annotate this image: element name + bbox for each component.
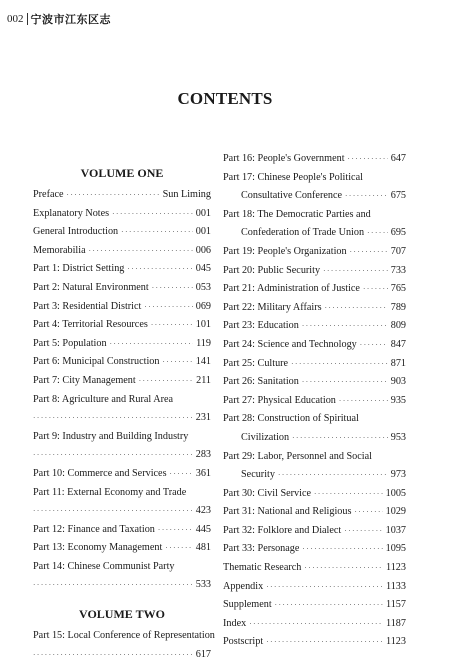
toc-entry — [223, 540, 406, 559]
toc-entry — [33, 521, 211, 540]
toc-entry — [33, 502, 211, 521]
toc-entry-page: 533 — [195, 579, 211, 591]
dot-leader — [304, 559, 383, 578]
toc-entry — [33, 391, 211, 410]
toc-entry-page: 001 — [195, 207, 211, 219]
toc-entry-title: Part 20: Public Security — [223, 264, 321, 276]
toc-entry — [223, 169, 406, 188]
toc-entry-title: Part 3: Residential District — [33, 300, 142, 312]
toc-entry-page: 1187 — [386, 617, 406, 629]
toc-entry-page: 423 — [195, 505, 211, 517]
toc-entry-title: Part 26: Sanitation — [223, 376, 299, 388]
toc-entry-title: Part 27: Physical Education — [223, 394, 336, 406]
toc-entry — [33, 335, 211, 354]
toc-entry-title: Part 23: Education — [223, 320, 299, 332]
dot-leader — [110, 335, 194, 354]
toc-entry — [223, 373, 406, 392]
toc-entry — [223, 410, 406, 429]
toc-entry — [33, 298, 211, 317]
toc-entry-title: Part 24: Science and Technology — [223, 338, 357, 350]
toc-entry — [223, 187, 406, 206]
toc-entry — [33, 372, 211, 391]
header-divider — [27, 13, 28, 25]
toc-entry-page: 1123 — [386, 636, 406, 648]
toc-entry-title: Part 1: District Setting — [33, 263, 125, 275]
dot-leader — [139, 372, 193, 391]
toc-entry-title: Part 17: Chinese People's Political — [223, 171, 363, 183]
toc-entry-title: Part 31: National and Religious — [223, 506, 352, 518]
toc-entry-title: Supplement — [223, 599, 272, 611]
dot-leader — [350, 243, 388, 262]
dot-leader — [278, 466, 388, 485]
toc-entry-title: Memorabilia — [33, 244, 86, 256]
toc-entry-page: 001 — [195, 226, 211, 238]
toc-entry-title: Part 2: Natural Environment — [33, 281, 149, 293]
toc-entry — [223, 150, 406, 169]
toc-entry-page: 211 — [196, 374, 211, 386]
toc-entry-title: Civilization — [241, 431, 290, 443]
toc-entry-page: 675 — [390, 190, 406, 202]
running-header — [7, 10, 111, 28]
toc-entry-page: 361 — [195, 467, 211, 479]
toc-entry-title: Part 18: The Democratic Parties and — [223, 208, 371, 220]
dot-leader — [127, 260, 192, 279]
toc-entry-page: 006 — [195, 244, 211, 256]
toc-entry-title: Part 4: Territorial Resources — [33, 319, 148, 331]
page-number: 002 — [7, 13, 24, 25]
toc-entry-title: Part 12: Finance and Taxation — [33, 523, 155, 535]
toc-entry-title: Part 25: Culture — [223, 357, 289, 369]
toc-entry — [33, 576, 211, 595]
toc-entry-title: Part 29: Labor, Personnel and Social — [223, 450, 372, 462]
toc-entry-title: Part 10: Commerce and Services — [33, 467, 167, 479]
toc-entry-page: 119 — [196, 337, 211, 349]
toc-entry-page: 789 — [390, 301, 406, 313]
toc-entry — [223, 503, 406, 522]
toc-entry-page: 647 — [390, 153, 406, 164]
toc-entry-title: Postscript — [223, 636, 264, 648]
toc-entry-title: Part 30: Civil Service — [223, 487, 311, 499]
toc-entry-page: 1095 — [385, 543, 406, 555]
toc-entry-page: 695 — [390, 227, 406, 239]
right-entry-list — [223, 150, 406, 652]
toc-entry — [33, 260, 211, 279]
dot-leader — [112, 205, 193, 224]
toc-entry-page: 935 — [390, 394, 406, 406]
dot-leader — [363, 280, 388, 299]
toc-entry — [33, 353, 211, 372]
toc-entry-page: 953 — [390, 431, 406, 443]
toc-entry-title: Part 5: Population — [33, 337, 107, 349]
dot-leader — [302, 373, 388, 392]
dot-leader — [292, 429, 388, 448]
toc-entry-title: Part 19: People's Organization — [223, 245, 347, 257]
toc-entry — [33, 186, 211, 205]
toc-entry-title: Consultative Conference — [241, 190, 342, 202]
toc-entry — [33, 446, 211, 465]
toc-entry-page: 809 — [390, 320, 406, 332]
toc-entry-page: 765 — [390, 283, 406, 295]
toc-entry-title: Explanatory Notes — [33, 207, 110, 219]
toc-entry — [223, 243, 406, 262]
toc-entry — [33, 205, 211, 224]
toc-entry-page: 481 — [195, 542, 211, 554]
dot-leader — [151, 316, 193, 335]
toc-entry-page: 871 — [390, 357, 406, 369]
toc-entry — [33, 279, 211, 298]
toc-entry-title: Part 6: Municipal Construction — [33, 356, 160, 368]
toc-entry — [223, 448, 406, 467]
toc-entry — [33, 409, 211, 428]
toc-entry-title: Part 32: Folklore and Dialect — [223, 524, 342, 536]
toc-entry-title: Part 11: External Economy and Trade — [33, 486, 187, 498]
toc-entry — [33, 539, 211, 558]
toc-entry-title: Part 7: City Management — [33, 374, 136, 386]
toc-entry-page: 707 — [390, 245, 406, 257]
dot-leader — [345, 187, 388, 206]
toc-entry-page: 1005 — [385, 487, 406, 499]
dot-leader — [367, 224, 388, 243]
toc-entry — [223, 466, 406, 485]
dot-leader — [266, 578, 383, 597]
toc-entry — [223, 317, 406, 336]
dot-leader — [170, 465, 193, 484]
toc-entry-title: Part 13: Economy Management — [33, 542, 163, 554]
toc-entry — [223, 280, 406, 299]
dot-leader — [67, 186, 160, 205]
toc-right-column — [223, 150, 406, 652]
toc-entry — [33, 428, 211, 447]
dot-leader — [339, 392, 388, 411]
dot-leader — [249, 615, 383, 634]
toc-entry — [223, 429, 406, 448]
toc-entry — [223, 355, 406, 374]
volume-two-heading: VOLUME TWO — [79, 607, 165, 622]
dot-leader — [302, 317, 388, 336]
toc-entry-page: 045 — [195, 263, 211, 275]
dot-leader — [162, 353, 192, 372]
toc-entry — [223, 485, 406, 504]
toc-entry — [223, 633, 406, 652]
toc-entry-title: Part 14: Chinese Communist Party — [33, 560, 175, 572]
toc-entry-page: 1157 — [386, 599, 406, 611]
dot-leader — [158, 521, 193, 540]
volume-two-list — [33, 627, 215, 664]
dot-leader — [302, 540, 382, 559]
toc-entry-title: Appendix — [223, 580, 264, 592]
dot-leader — [266, 633, 383, 652]
toc-entry-title: Thematic Research — [223, 562, 302, 574]
toc-entry — [33, 316, 211, 335]
toc-entry — [223, 559, 406, 578]
toc-entry-page: 973 — [390, 469, 406, 481]
dot-leader — [165, 539, 192, 558]
toc-entry — [223, 392, 406, 411]
toc-entry-page: 1029 — [385, 506, 406, 518]
toc-entry — [223, 206, 406, 225]
toc-entry-title: Index — [223, 617, 247, 629]
dot-leader — [275, 596, 383, 615]
toc-entry — [223, 615, 406, 634]
toc-entry-page: 141 — [195, 356, 211, 368]
dot-leader — [121, 223, 193, 242]
dot-leader — [348, 150, 388, 169]
dot-leader — [152, 279, 193, 298]
toc-entry-page: 1133 — [386, 580, 406, 592]
volume-one-heading: VOLUME ONE — [80, 166, 164, 180]
toc-entry — [33, 484, 211, 503]
toc-entry — [33, 646, 211, 664]
toc-entry — [223, 578, 406, 597]
toc-entry-title: Confederation of Trade Union — [241, 227, 365, 239]
toc-entry — [223, 224, 406, 243]
toc-entry-title: Part 28: Construction of Spiritual — [223, 413, 359, 425]
dot-leader — [325, 299, 388, 318]
toc-entry-title: Part 8: Agriculture and Rural Area — [33, 393, 174, 405]
toc-entry-title: Security — [241, 469, 275, 481]
toc-entry — [33, 627, 215, 646]
page-title: CONTENTS — [177, 89, 273, 108]
toc-entry — [223, 522, 406, 541]
toc-entry — [223, 262, 406, 281]
toc-entry — [223, 336, 406, 355]
dot-leader — [314, 485, 383, 504]
toc-entry — [33, 223, 211, 242]
dot-leader — [354, 503, 382, 522]
volume-one-list — [33, 186, 211, 595]
toc-entry-title: Preface — [33, 189, 64, 200]
dot-leader — [89, 242, 193, 261]
toc-entry — [223, 299, 406, 318]
toc-entry-title: Part 22: Military Affairs — [223, 301, 322, 313]
toc-entry — [33, 465, 211, 484]
toc-entry — [223, 596, 406, 615]
toc-entry-page: 617 — [195, 648, 211, 660]
toc-entry-page: 733 — [390, 264, 406, 276]
toc-entry-page: 847 — [390, 338, 406, 350]
toc-entry-page: 903 — [390, 376, 406, 388]
toc-entry-title: Part 15: Local Conference of Representation — [33, 630, 215, 642]
dot-leader — [360, 336, 388, 355]
dot-leader — [33, 446, 193, 465]
dot-leader — [33, 502, 193, 521]
toc-entry-title: Part 21: Administration of Justice — [223, 283, 360, 295]
dot-leader — [344, 522, 382, 541]
dot-leader — [33, 576, 193, 595]
toc-entry-title: Part 9: Industry and Building Industry — [33, 430, 189, 442]
toc-entry-page: 283 — [195, 449, 211, 461]
book-title: 宁波市江东区志 — [30, 13, 111, 26]
dot-leader — [33, 646, 193, 664]
dot-leader — [323, 262, 388, 281]
dot-leader — [144, 298, 192, 317]
toc-entry-page: 069 — [195, 300, 211, 312]
toc-entry — [33, 242, 211, 261]
toc-entry-page: 1037 — [385, 524, 406, 536]
toc-entry-page: 1123 — [386, 562, 406, 574]
toc-entry — [33, 558, 211, 577]
toc-entry-title: Part 16: People's Government — [223, 153, 345, 164]
dot-leader — [291, 355, 388, 374]
toc-entry-title: Part 33: Personage — [223, 543, 300, 555]
toc-left-column — [33, 150, 215, 664]
toc-entry-title: General Introduction — [33, 226, 119, 238]
toc-entry-page: 231 — [195, 412, 211, 424]
toc-entry-page: 101 — [195, 319, 211, 331]
toc-entry-page: Sun Liming — [162, 189, 211, 200]
toc-entry-page: 053 — [195, 281, 211, 293]
toc-entry-page: 445 — [195, 523, 211, 535]
dot-leader — [33, 409, 193, 428]
